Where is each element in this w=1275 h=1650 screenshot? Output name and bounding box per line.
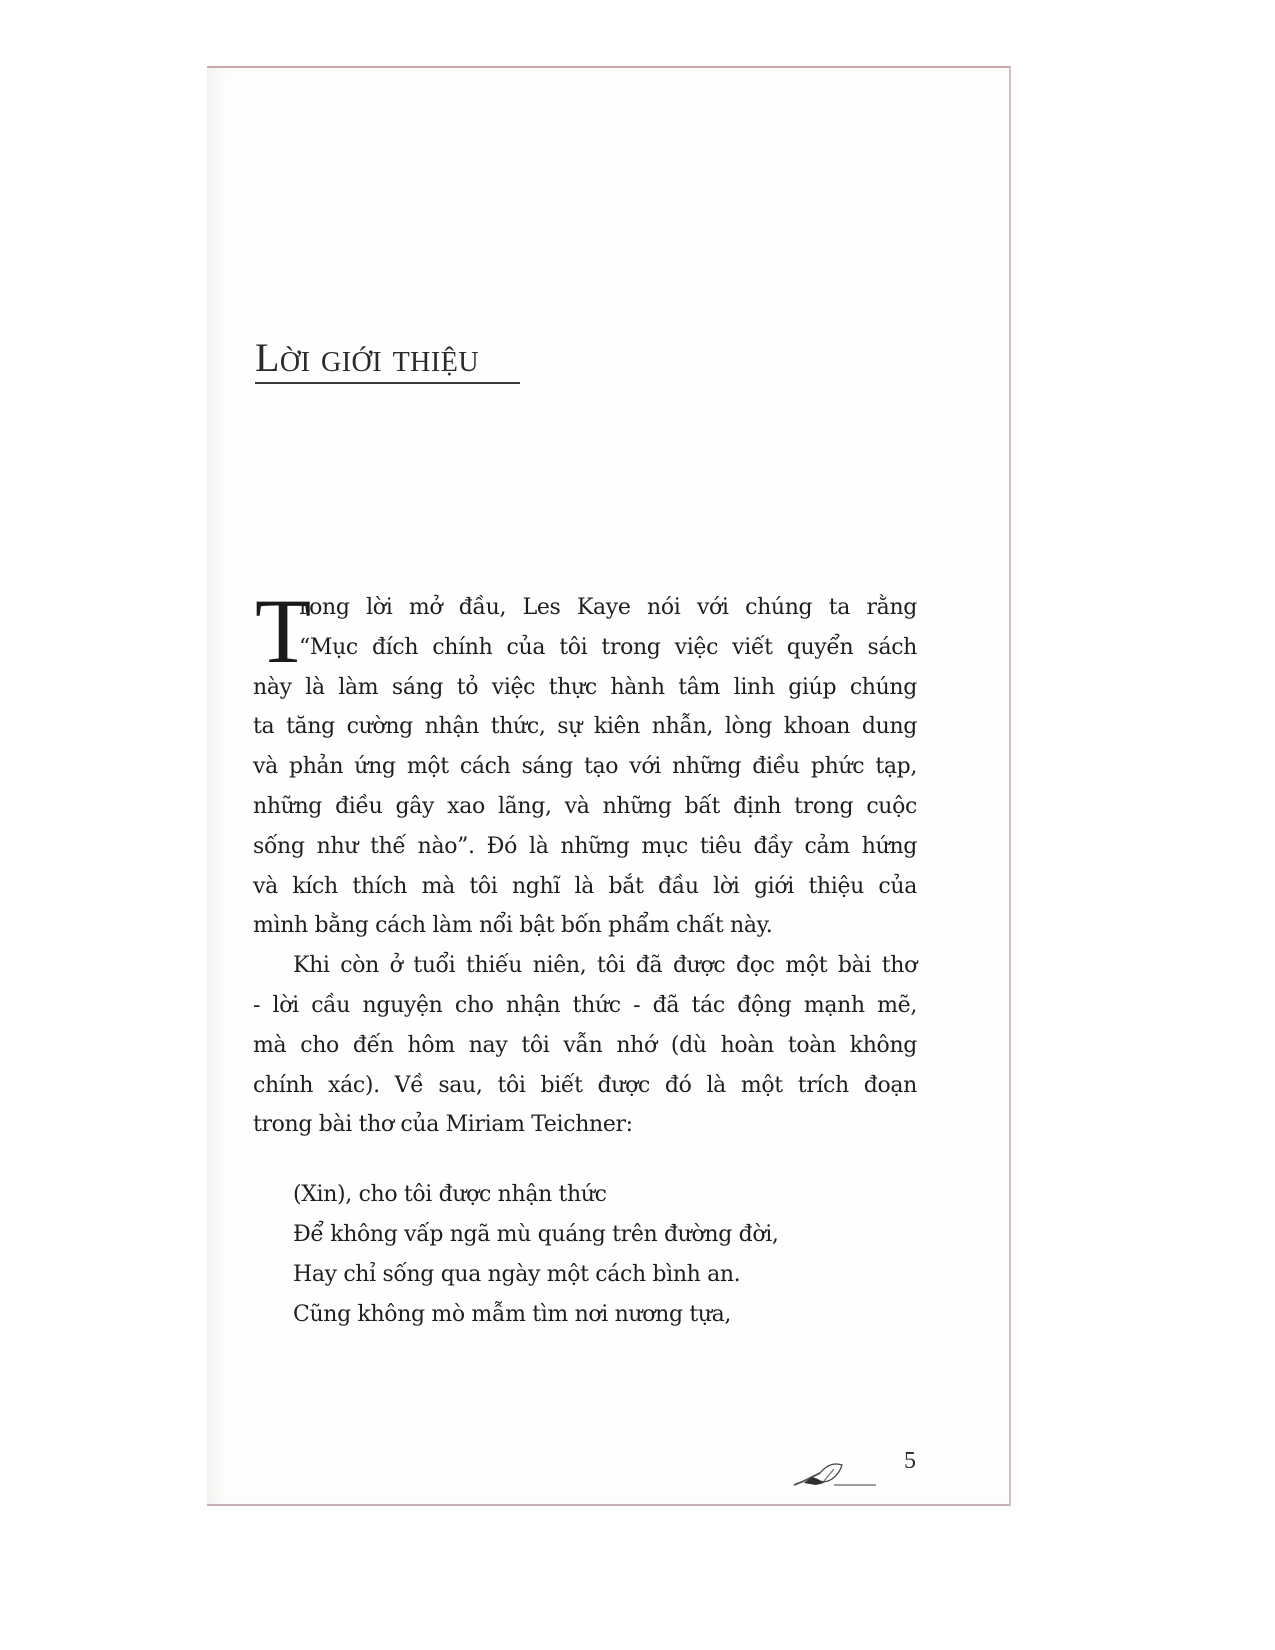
text-line: và phản ứng một cách sáng tạo với những điều phức tạp, xyxy=(253,754,917,780)
quill-ornament-icon xyxy=(790,1459,880,1489)
title-underline xyxy=(255,382,520,384)
text-line: này là làm sáng tỏ việc thực hành tâm linh giúp chúng xyxy=(253,674,917,700)
text-line: sống như thế nào”. Đó là những mục tiêu đầy cảm hứng xyxy=(253,833,917,859)
poem-line: Hay chỉ sống qua ngày một cách bình an. xyxy=(293,1261,741,1287)
paragraph-1 xyxy=(253,580,917,946)
text-line: những điều gây xao lãng, và những bất định trong cuộc xyxy=(253,793,917,819)
body-text xyxy=(253,580,917,1334)
text-line: trong bài thơ của Miriam Teichner: xyxy=(253,1112,633,1138)
text-line: “Mục đích chính của tôi trong việc viết quyển sách xyxy=(299,634,917,660)
poem-excerpt xyxy=(253,1175,917,1334)
text-line: mình bằng cách làm nổi bật bốn phẩm chất này. xyxy=(253,913,773,939)
text-line: - lời cầu nguyện cho nhận thức - đã tác động mạnh mẽ, xyxy=(253,992,917,1018)
poem-line: (Xin), cho tôi được nhận thức xyxy=(293,1182,607,1208)
book-page xyxy=(207,66,1011,1506)
text-line: Khi còn ở tuổi thiếu niên, tôi đã được đọc một bài thơ xyxy=(293,953,917,979)
chapter-title: Lời giới thiệu xyxy=(255,335,480,380)
poem-line: Cũng không mò mẫm tìm nơi nương tựa, xyxy=(293,1301,732,1327)
poem-line: Để không vấp ngã mù quáng trên đường đời, xyxy=(293,1221,779,1247)
drop-cap: T xyxy=(255,580,311,682)
page-number: 5 xyxy=(904,1448,916,1474)
text-line: ta tăng cường nhận thức, sự kiên nhẫn, lòng khoan dung xyxy=(253,714,917,740)
text-line: chính xác). Về sau, tôi biết được đó là một trích đoạn xyxy=(253,1072,917,1098)
text-line: và kích thích mà tôi nghĩ là bắt đầu lời giới thiệu của xyxy=(253,873,917,899)
text-line: rong lời mở đầu, Les Kaye nói với chúng ta rằng xyxy=(299,595,917,620)
paragraph-2 xyxy=(253,946,917,1145)
text-line: mà cho đến hôm nay tôi vẫn nhớ (dù hoàn toàn không xyxy=(253,1032,917,1058)
